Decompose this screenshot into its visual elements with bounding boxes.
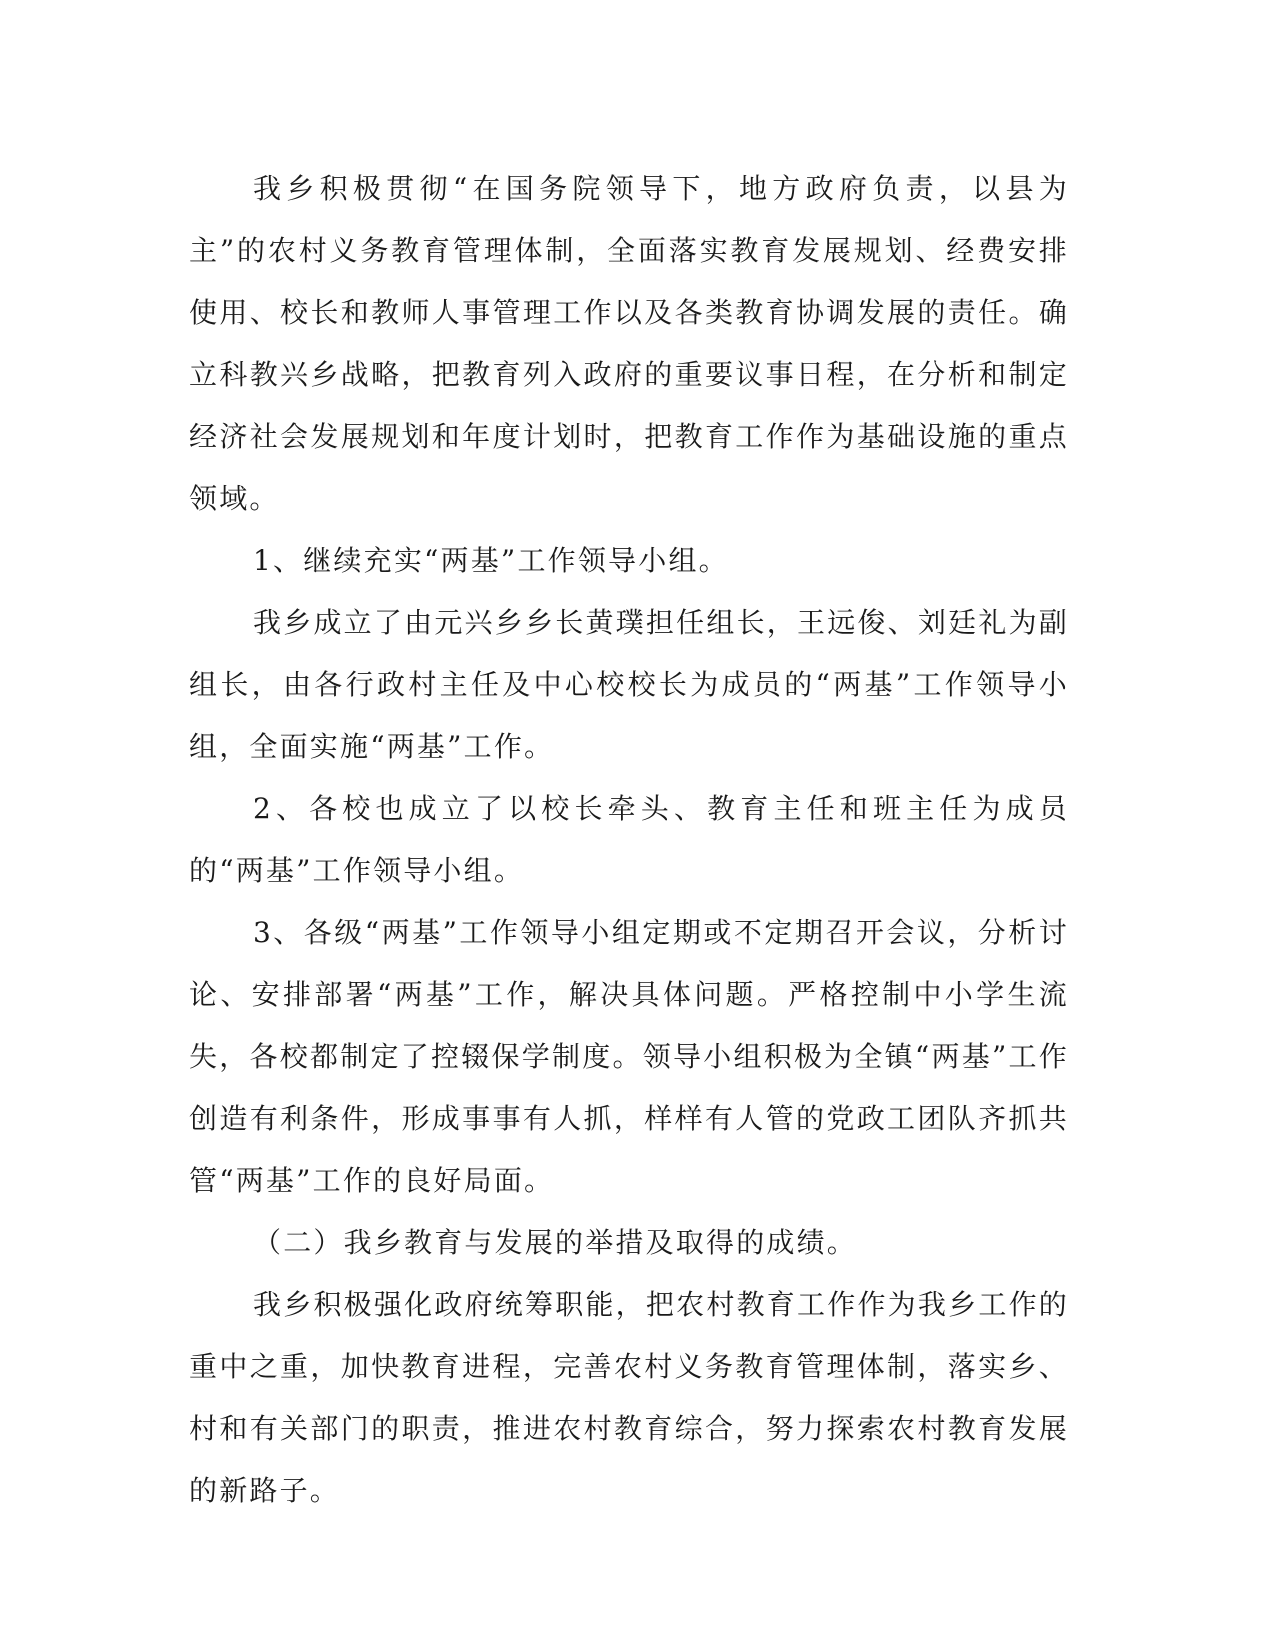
paragraph-item-2: 2、各校也成立了以校长牵头、教育主任和班主任为成员的“两基”工作领导小组。 xyxy=(189,792,1069,887)
paragraph-measures: 我乡积极强化政府统筹职能，把农村教育工作作为我乡工作的重中之重，加快教育进程，完善农村义务教育管理体制，落实乡、村和有关部门的职责，推进农村教育综合，努力探索农村教育发展的新路子。 xyxy=(189,1288,1069,1507)
paragraph-leadership-group: 我乡成立了由元兴乡乡长黄璞担任组长，王远俊、刘廷礼为副组长，由各行政村主任及中心校校长为成员的“两基”工作领导小组，全面实施“两基”工作。 xyxy=(189,606,1069,763)
paragraph-item-3: 3、各级“两基”工作领导小组定期或不定期召开会议，分析讨论、安排部署“两基”工作，解决具体问题。严格控制中小学生流失，各校都制定了控辍保学制度。领导小组积极为全镇“两基”工作创造有利条件，形成事事有人抓，样样有人管的党政工团队齐抓共管“两基”工作的良好局面。 xyxy=(189,916,1069,1197)
paragraph-intro: 我乡积极贯彻“在国务院领导下，地方政府负责，以县为主”的农村义务教育管理体制，全面落实教育发展规划、经费安排使用、校长和教师人事管理工作以及各类教育协调发展的责任。确立科教兴乡战略，把教育列入政府的重要议事日程，在分析和制定经济社会发展规划和年度计划时，把教育工作作为基础设施的重点领域。 xyxy=(189,172,1069,515)
section-heading-2: （二）我乡教育与发展的举措及取得的成绩。 xyxy=(253,1226,858,1259)
paragraph-item-1-heading: 1、继续充实“两基”工作领导小组。 xyxy=(253,544,729,577)
document-body xyxy=(189,158,1069,1522)
